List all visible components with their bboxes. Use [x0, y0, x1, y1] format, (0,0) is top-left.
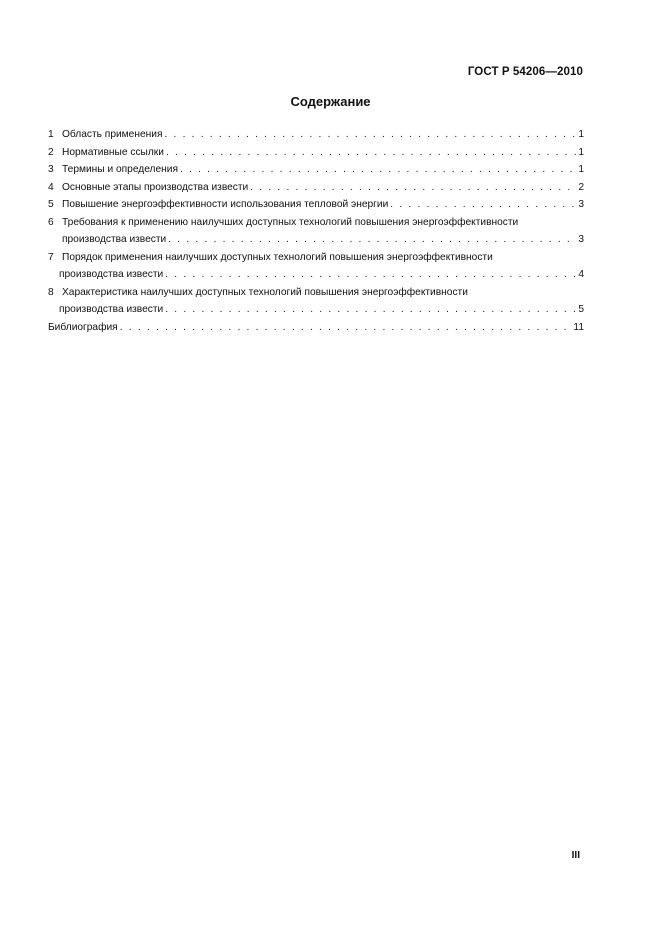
toc-leader-dots: [166, 144, 576, 162]
toc-entry-title-continued: производства извести: [59, 269, 164, 280]
toc-entry-page: 3: [578, 199, 584, 210]
toc-entry-title: Основные этапы производства извести: [62, 181, 249, 193]
toc-entry-page: 2: [578, 181, 584, 193]
toc-entry-title: Область применения: [62, 129, 163, 140]
toc-entry-page: 4: [578, 269, 584, 280]
toc-entry-title: Требования к применению наилучших доступных технологий повышения энергоэффективности: [62, 216, 519, 228]
toc-entry-2[interactable]: [48, 144, 584, 162]
toc-entry-title: Порядок применения наилучших доступных технологий повышения энергоэффективности: [62, 251, 493, 263]
toc-leader-dots: [250, 179, 576, 197]
toc-entry-page: 1: [578, 146, 584, 158]
toc-entry-page: 1: [578, 129, 584, 140]
toc-entry-5[interactable]: [48, 196, 584, 214]
toc-entry-3[interactable]: [48, 161, 584, 179]
toc-entry-8[interactable]: [48, 284, 584, 319]
table-of-contents: [48, 126, 584, 336]
toc-entry-page: 3: [578, 234, 584, 245]
toc-entry-4[interactable]: [48, 179, 584, 197]
toc-entry-7[interactable]: [48, 249, 584, 284]
toc-leader-dots: [120, 319, 572, 337]
toc-leader-dots: [165, 266, 576, 284]
toc-entry-title-continued: производства извести: [62, 234, 167, 245]
toc-entry-6[interactable]: [48, 214, 584, 249]
toc-entry-title: Характеристика наилучших доступных технологий повышения энергоэффективности: [62, 286, 468, 298]
toc-entry-title: Библиография: [48, 321, 118, 333]
toc-entry-title: Повышение энергоэффективности использования тепловой энергии: [62, 199, 389, 210]
toc-entry-title: Термины и определения: [62, 164, 178, 175]
toc-entry-number: 2: [48, 146, 54, 158]
toc-entry-number: 3: [48, 164, 54, 175]
toc-entry-page: 5: [578, 304, 584, 315]
toc-entry-bibliography[interactable]: [48, 319, 584, 337]
toc-entry-number: 8: [48, 286, 54, 298]
toc-leader-dots: [164, 126, 576, 144]
toc-entry-page: 11: [573, 321, 584, 333]
toc-leader-dots: [165, 301, 576, 319]
document-code: ГОСТ Р 54206—2010: [467, 66, 583, 78]
toc-entry-number: 4: [48, 181, 54, 193]
toc-leader-dots: [180, 161, 576, 179]
toc-entry-number: 1: [48, 129, 54, 140]
toc-entry-title: Нормативные ссылки: [62, 146, 164, 158]
page-number: III: [571, 850, 580, 861]
toc-entry-page: 1: [578, 164, 584, 175]
toc-entry-1[interactable]: [48, 126, 584, 144]
toc-entry-number: 6: [48, 216, 54, 228]
toc-entry-number: 7: [48, 251, 54, 263]
toc-title: Содержание: [290, 94, 371, 109]
toc-leader-dots: [168, 231, 576, 249]
toc-entry-title-continued: производства извести: [59, 304, 164, 315]
toc-leader-dots: [390, 196, 576, 214]
toc-entry-number: 5: [48, 199, 54, 210]
